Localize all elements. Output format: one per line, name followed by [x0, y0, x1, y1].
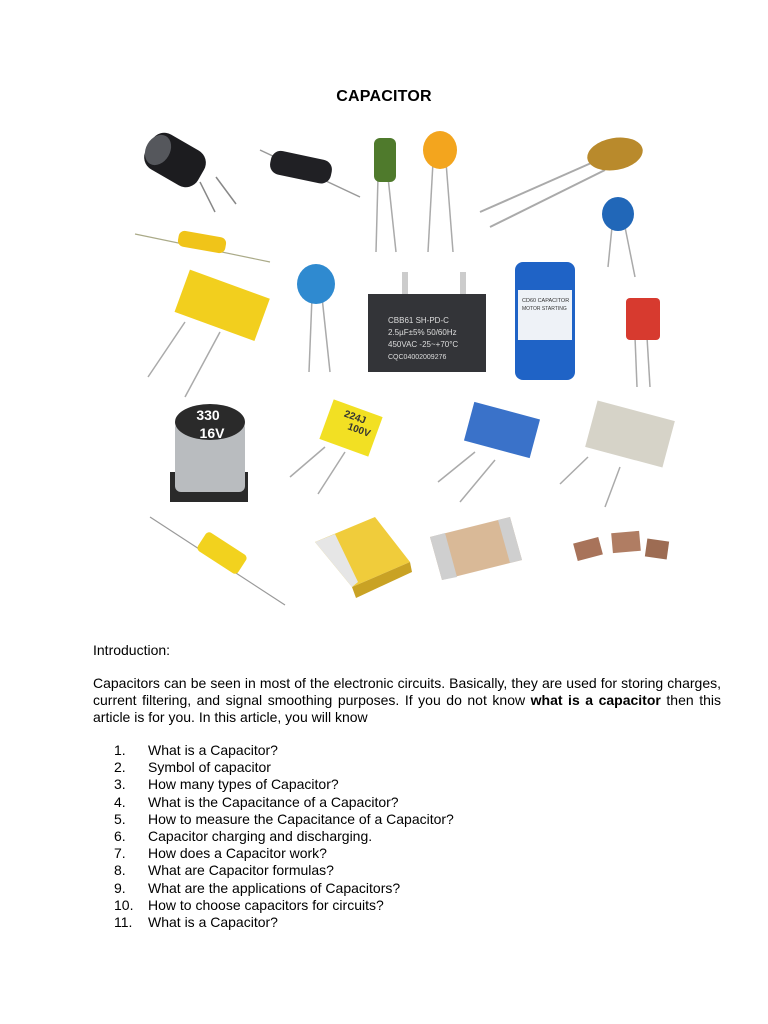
list-item-number: 7. [114, 845, 126, 862]
list-item-text: Capacitor charging and discharging. [148, 828, 373, 845]
list-item-text: How many types of Capacitor? [148, 776, 339, 793]
list-item-text: What is the Capacitance of a Capacitor? [148, 793, 399, 810]
list-item-number: 4. [114, 793, 126, 810]
svg-text:330: 330 [196, 407, 220, 423]
yellow-box-film-capacitor [290, 399, 383, 494]
list-item-number: 3. [114, 776, 126, 793]
svg-text:CBB61 SH-PD-C: CBB61 SH-PD-C [388, 316, 449, 325]
list-item-text: What are the applications of Capacitors? [148, 879, 401, 896]
svg-text:450VAC -25~+70°C: 450VAC -25~+70°C [388, 340, 459, 349]
list-item-number: 6. [114, 828, 126, 845]
list-item [93, 794, 721, 811]
list-item [93, 845, 721, 862]
motor-start-capacitor-blue [515, 262, 575, 380]
grey-safety-capacitor [560, 400, 675, 507]
list-item-number: 5. [114, 810, 126, 827]
green-film-capacitor [374, 138, 396, 252]
list-item-number: 1. [114, 742, 126, 758]
paragraph-text-1: Capacitors can be seen in most of the electronic circuits. Basically, they are used for storing charges, current filtering, and signal smoothing purposes. If you do not know [93, 675, 721, 708]
tantalum-smd-capacitor [315, 517, 412, 598]
topics-list [93, 742, 721, 931]
list-item-number: 11. [114, 914, 133, 931]
list-item-number: 9. [114, 879, 126, 896]
svg-text:2.5µF±5% 50/60Hz: 2.5µF±5% 50/60Hz [388, 328, 457, 337]
list-item-text: How to choose capacitors for circuits? [148, 896, 384, 913]
paragraph-bold-text: what is a capacitor [530, 692, 661, 708]
capacitor-collage-image [120, 122, 690, 622]
red-film-capacitor [626, 298, 660, 387]
smd-electrolytic-capacitor [170, 404, 248, 502]
ceramic-smd-capacitor-large [430, 517, 522, 580]
paragraph-text-2: then this article is for you. In this article, you will know [93, 692, 721, 725]
introduction-label: Introduction: [93, 642, 171, 658]
list-item-number: 2. [114, 759, 126, 776]
list-item-text: What is a Capacitor? [148, 914, 278, 931]
yellow-axial-capacitor [135, 230, 270, 262]
list-item [93, 897, 721, 914]
list-item [93, 759, 721, 776]
list-item [93, 811, 721, 828]
list-item-text: Symbol of capacitor [148, 759, 271, 776]
axial-electrolytic-capacitor [260, 149, 360, 197]
blue-box-capacitor [438, 402, 540, 502]
list-item [93, 742, 721, 759]
svg-text:CD60 CAPACITOR: CD60 CAPACITOR [522, 298, 570, 304]
svg-text:16V: 16V [199, 425, 225, 441]
list-item-text: How does a Capacitor work? [148, 845, 327, 862]
list-item [93, 828, 721, 845]
list-item [93, 914, 721, 931]
orange-ceramic-capacitor [423, 131, 457, 252]
intro-paragraph [93, 675, 721, 726]
electrolytic-capacitor-black [139, 128, 236, 212]
list-item [93, 776, 721, 793]
page-title: CAPACITOR [336, 88, 432, 105]
svg-text:CQC04002009276: CQC04002009276 [388, 354, 447, 361]
svg-text:100V: 100V [345, 421, 372, 440]
list-item-number: 8. [114, 862, 126, 879]
motor-run-capacitor-black [368, 272, 486, 372]
list-item-number: 10. [114, 896, 134, 913]
svg-text:MOTOR STARTING: MOTOR STARTING [522, 306, 567, 312]
yellow-x2-capacitor [148, 270, 270, 397]
blue-ceramic-capacitor-small [297, 264, 335, 372]
list-item [93, 880, 721, 897]
list-item-text: What is a Capacitor? [148, 742, 278, 758]
ceramic-smd-capacitors-small [573, 531, 669, 561]
list-item-text: What are Capacitor formulas? [148, 862, 334, 879]
list-item-text: How to measure the Capacitance of a Capacitor? [148, 810, 454, 827]
blue-ceramic-capacitor [602, 197, 635, 277]
list-item [93, 862, 721, 879]
svg-text:224J: 224J [342, 408, 368, 427]
yellow-axial-capacitor-2 [150, 517, 285, 605]
